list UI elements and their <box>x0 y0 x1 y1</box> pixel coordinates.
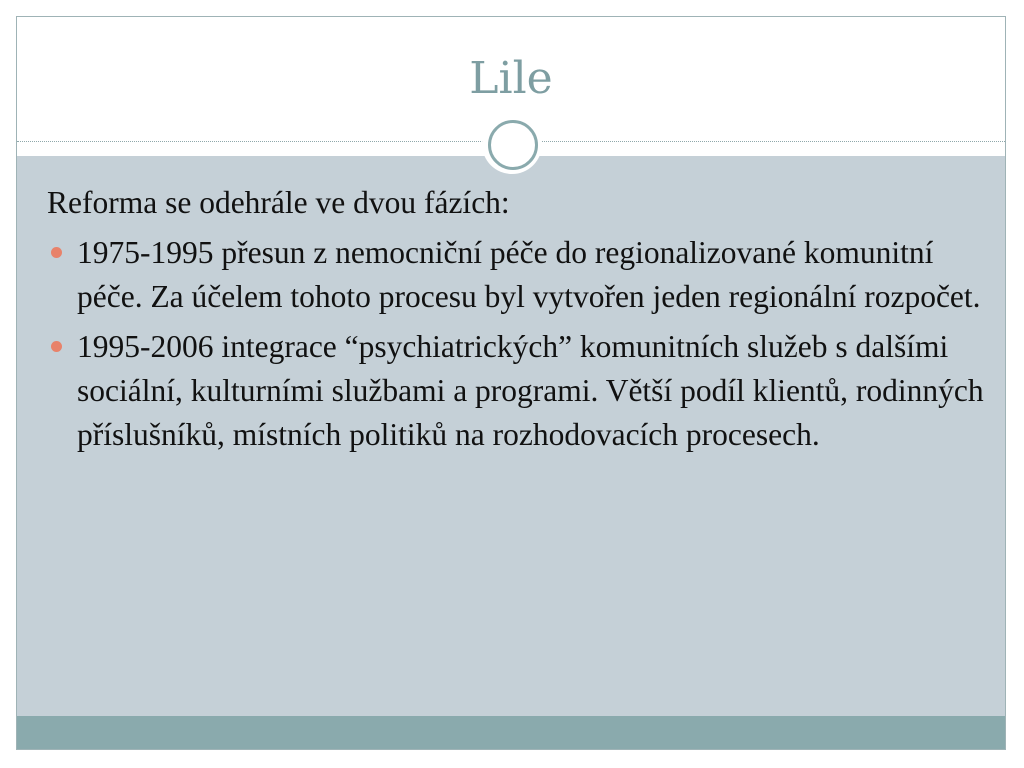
bullet-item <box>47 325 992 457</box>
bullet-text: 1975-1995 přesun z nemocniční péče do regionalizované komunitní péče. Za účelem tohoto procesu byl vytvořen jeden regionální rozpočet. <box>77 235 981 314</box>
footer-band <box>17 716 1005 750</box>
slide-body <box>47 181 992 463</box>
circle-ring <box>488 120 538 170</box>
bullet-dot-icon <box>51 247 62 258</box>
circle-ornament-icon <box>482 114 542 174</box>
slide-title: Lile <box>469 53 553 104</box>
lead-paragraph: Reforma se odehrále ve dvou fázích: <box>47 185 510 220</box>
slide <box>16 16 1006 750</box>
bullet-dot-icon <box>51 341 62 352</box>
bullet-text: 1995-2006 integrace “psychiatrických” komunitních služeb s dalšími sociální, kulturními službami a programi. Větší podíl klientů, rodinných příslušníků, místních politiků na rozhodovacích procesech. <box>77 329 984 452</box>
bullet-list <box>47 231 992 457</box>
bullet-item <box>47 231 992 319</box>
